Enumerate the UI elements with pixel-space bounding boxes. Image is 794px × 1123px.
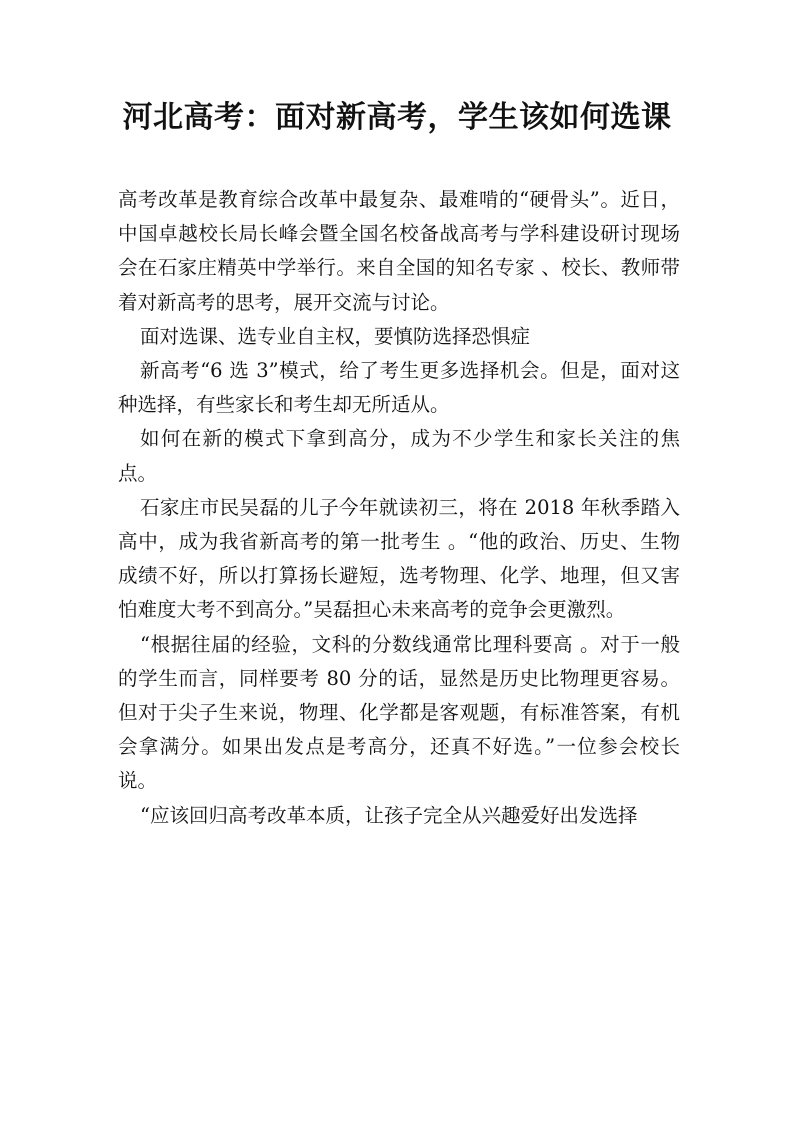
paragraph-intro: 高考改革是教育综合改革中最复杂、最难啃的“硬骨头”。近日，中国卓越校长局长峰会暨全国名校备战高考与学科建设研讨现场会在石家庄精英中学举行。来自全国的知名专家 、校长、教师带着对新高考的思考，展开交流与讨论。	[118, 188, 680, 314]
paragraph-parent-story: 石家庄市民吴磊的儿子今年就读初三，将在 2018 年秋季踏入高中，成为我省新高考的第一批考生 。“他的政治、历史、生物成绩不好，所以打算扬长避短，选考物理、化学、地理，但又害怕难度大考不到高分。”吴磊担心未来高考的竞争会更激烈。	[118, 495, 680, 622]
paragraph-subheading: 面对选课、选专业自主权，要慎防选择恐惧症	[140, 324, 531, 348]
paragraph-return-essence: “应该回归高考改革本质，让孩子完全从兴趣爱好出发选择	[140, 803, 638, 827]
paragraph-principal-quote: “根据往届的经验，文科的分数线通常比理科要高 。对于一般的学生而言，同样要考 80 分的话，显然是历史比物理更容易。但对于尖子生来说，物理、化学都是客观题，有标准答案，有机会拿满分。如果出发点是考高分，还真不好选。”一位参会校长说。	[118, 632, 680, 793]
article-body	[118, 183, 680, 833]
paragraph-new-mode: 新高考“6 选 3”模式，给了考生更多选择机会。但是，面对这种选择，有些家长和考生却无所适从。	[118, 359, 680, 417]
paragraph-focus: 如何在新的模式下拿到高分，成为不少学生和家长关注的焦点。	[118, 427, 680, 485]
page-title: 河北高考：面对新高考，学生该如何选课	[122, 100, 672, 135]
